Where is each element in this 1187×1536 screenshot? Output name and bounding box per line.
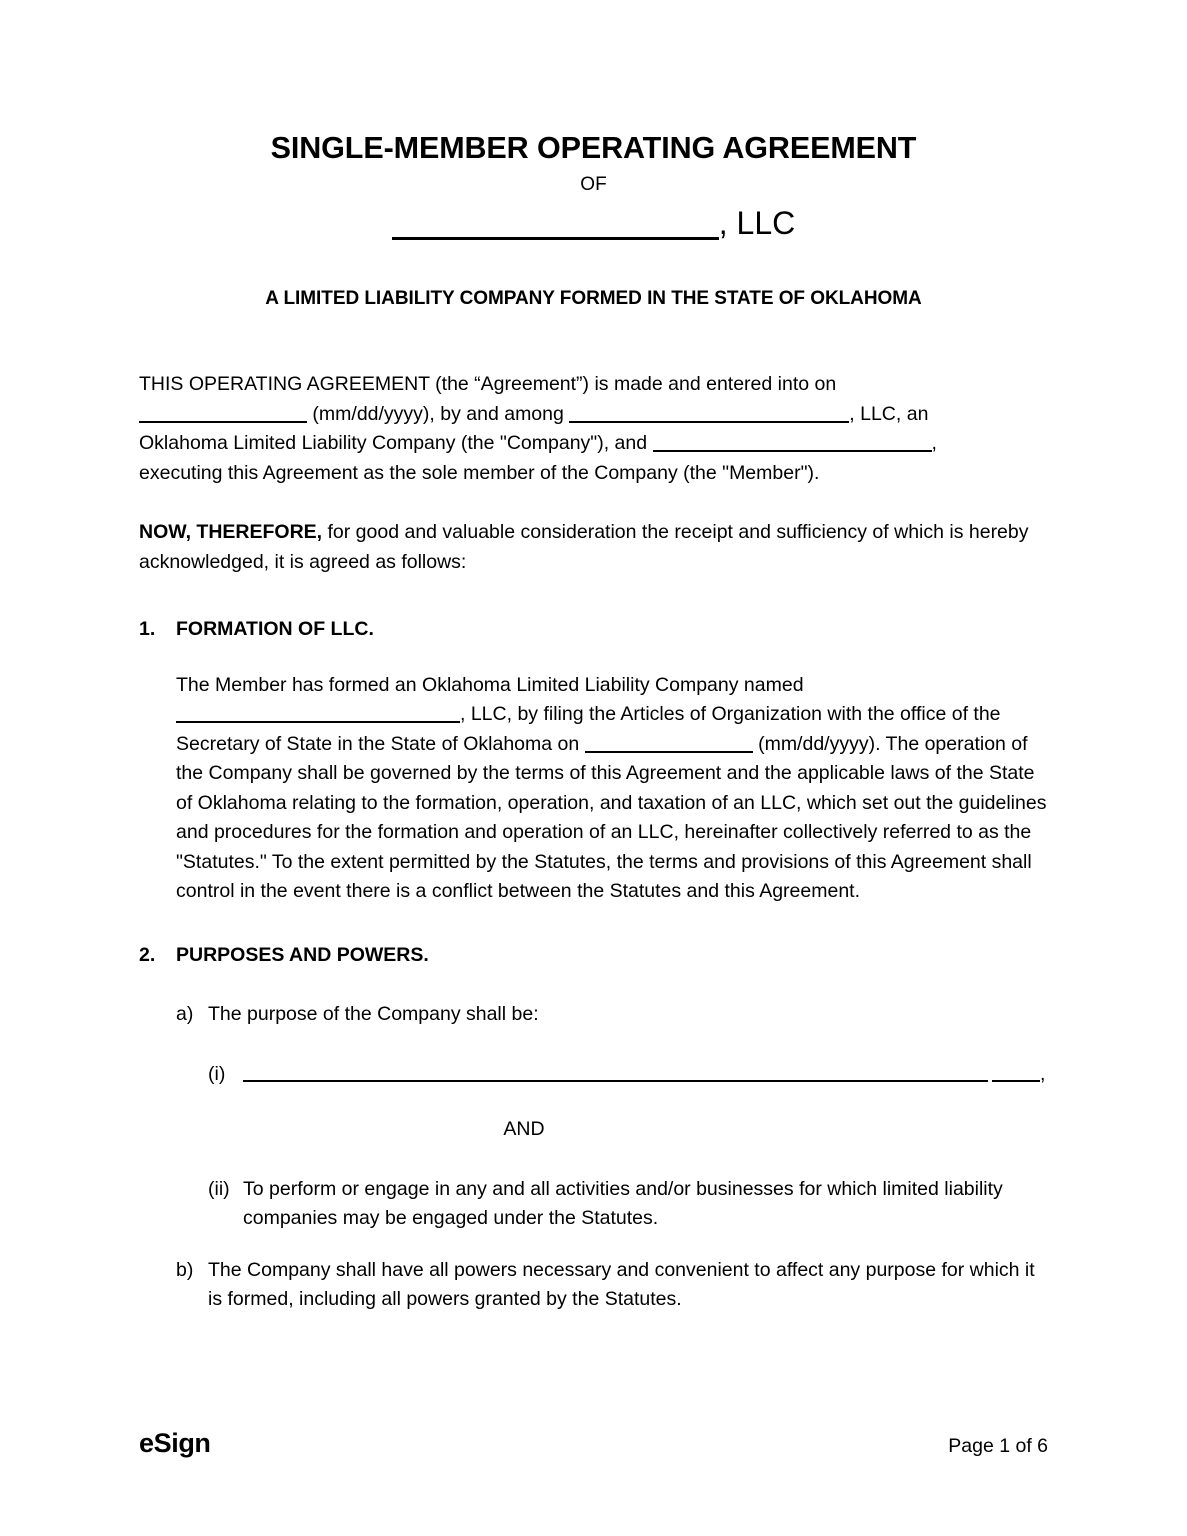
entity-name-blank[interactable]	[392, 211, 719, 240]
section-1-body-part-2: , LLC, by filing the Articles of Organization with the office of the Secretary of State in the State of Oklahoma on	[176, 703, 1001, 755]
list-item-i-text: ,	[1040, 1062, 1046, 1085]
entity-name-line	[0, 203, 1187, 245]
purpose-blank[interactable]	[243, 1064, 988, 1082]
intro-llc-tail: , LLC, an	[849, 402, 929, 425]
list-item-b-text: The Company shall have all powers necessary and convenient to affect any purpose for which it is formed, including all powers granted by the Statutes.	[208, 1258, 1035, 1310]
section-1-heading	[139, 615, 1049, 645]
section-1-body	[139, 671, 1049, 907]
section-2-title: PURPOSES AND POWERS.	[176, 943, 429, 966]
list-item-i	[139, 1060, 1049, 1090]
intro-line-3-prefix: Oklahoma Limited Liability Company (the "Company"), and	[139, 432, 648, 454]
list-item-a	[139, 1000, 1049, 1030]
section-2-heading	[139, 941, 1049, 971]
member-name-blank[interactable]	[653, 433, 932, 452]
title-of-label: OF	[580, 173, 607, 195]
section-1-body-part-1: The Member has formed an Oklahoma Limited Liability Company named	[176, 673, 804, 696]
now-therefore-lead: NOW, THEREFORE,	[139, 521, 323, 543]
intro-line-1: THIS OPERATING AGREEMENT (the “Agreement”) is made and entered into on	[139, 373, 837, 395]
esign-logo: eSign	[139, 1428, 211, 1458]
section-1-title: FORMATION OF LLC.	[176, 618, 374, 640]
list-marker-a: a)	[176, 1003, 194, 1025]
list-marker-ii: (ii)	[208, 1177, 230, 1200]
list-item-ii	[139, 1175, 1049, 1234]
filing-date-blank[interactable]	[585, 734, 753, 753]
section-2-number: 2.	[139, 943, 156, 966]
list-item-ii-text: To perform or engage in any and all activities and/or businesses for which limited liability companies may be engaged under the Statutes.	[243, 1177, 1003, 1229]
purpose-blank-tail[interactable]	[992, 1064, 1040, 1082]
title-block	[0, 132, 1187, 310]
agreement-date-blank[interactable]	[139, 404, 307, 423]
intro-paragraph	[139, 370, 1049, 488]
intro-line-4: executing this Agreement as the sole member of the Company (the "Member").	[139, 461, 820, 484]
entity-suffix-label: , LLC	[718, 205, 796, 242]
intro-date-format-1: (mm/dd/yyyy), by and among	[312, 402, 564, 425]
section-1-number: 1.	[139, 618, 156, 640]
page-number: Page 1 of 6	[948, 1435, 1048, 1457]
document-subtitle: A LIMITED LIABILITY COMPANY FORMED IN THE STATE OF OKLAHOMA	[265, 287, 922, 309]
and-connector: AND	[503, 1118, 545, 1140]
company-name-blank-1[interactable]	[569, 404, 849, 423]
intro-line-3-tail: ,	[931, 432, 937, 454]
list-marker-i: (i)	[208, 1062, 226, 1085]
list-item-a-text: The purpose of the Company shall be:	[208, 1003, 539, 1025]
now-therefore-paragraph	[139, 518, 1049, 577]
page-title: SINGLE-MEMBER OPERATING AGREEMENT	[270, 131, 917, 165]
list-marker-b: b)	[176, 1258, 194, 1281]
now-therefore-rest: for good and valuable consideration the receipt and sufficiency of which is hereby acknowledged, it is agreed as follows:	[139, 521, 1029, 573]
list-item-b	[139, 1256, 1049, 1315]
page-footer	[139, 1428, 1048, 1459]
document-body	[139, 370, 1049, 1315]
llc-name-blank[interactable]	[176, 704, 460, 723]
section-1-body-part-3: (mm/dd/yyyy). The operation of the Company shall be governed by the terms of this Agreement and the applicable laws of the State of Oklahoma relating to the formation, operation, and taxation of an LLC, which set out the guidelines and procedures for the formation and operation of an LLC, hereinafter collectively referred to as the "Statutes." To the extent permitted by the Statutes, the terms and provisions of this Agreement shall control in the event there is a conflict between the Statutes and this Agreement.	[176, 732, 1047, 902]
